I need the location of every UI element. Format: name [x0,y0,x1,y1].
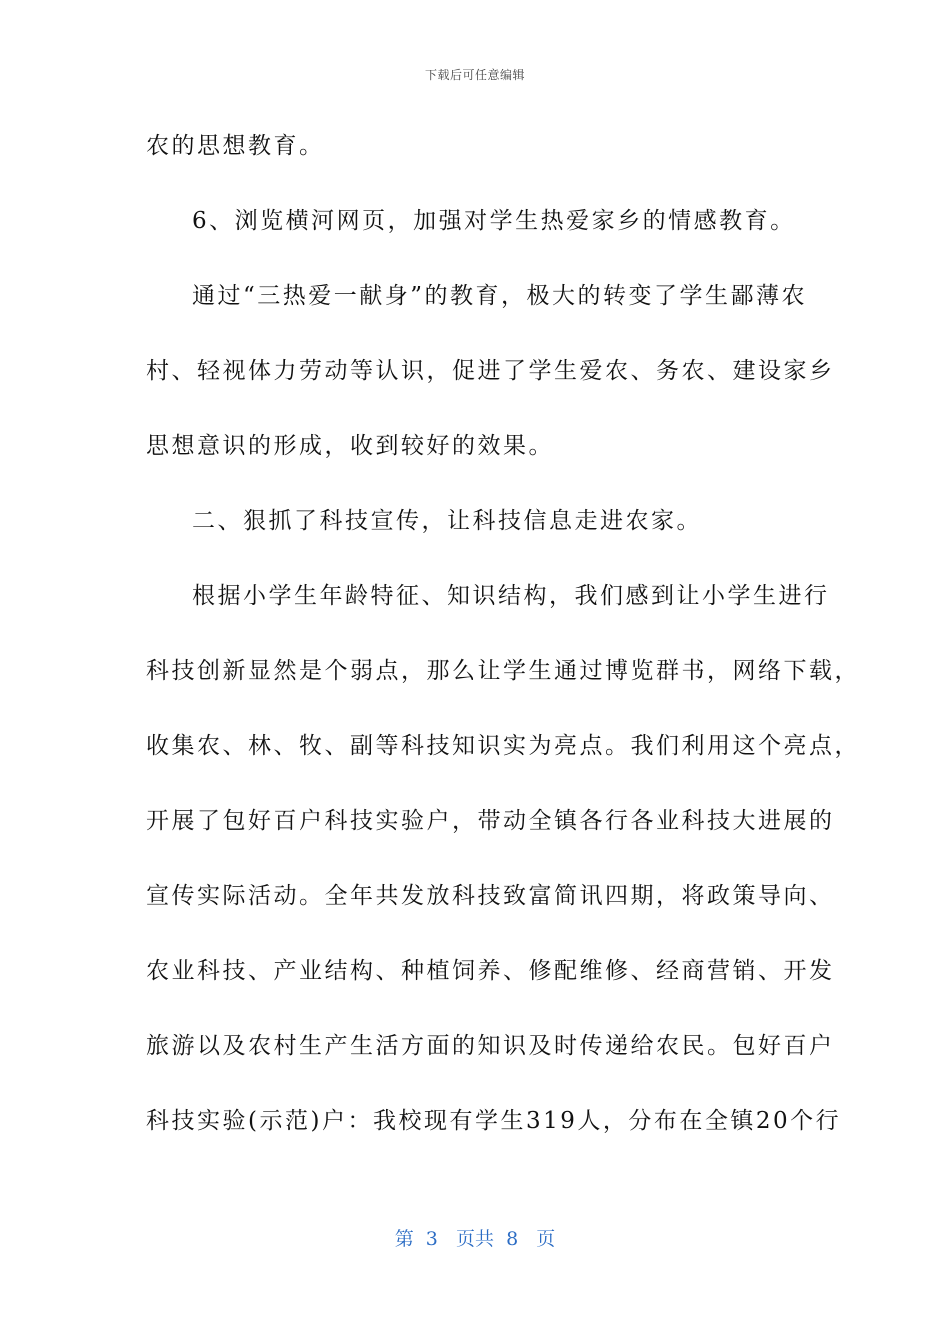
page-number-footer: 第 3 页共 8 页 [394,1228,556,1250]
page-header: 下载后可任意编辑 [424,68,525,82]
text-line: 根据小学生年龄特征、知识结构，我们感到让小学生进行 [192,583,830,609]
text-line: 思想意识的形成，收到较好的效果。 [146,433,554,459]
text-line: 农的思想教育。 [146,133,325,159]
text-line: 村、轻视体力劳动等认识，促进了学生爱农、务农、建设家乡 [146,358,835,384]
document-body [146,122,860,1172]
text-line: 科技实验(示范)户：我校现有学生319人，分布在全镇20个行 [146,1108,842,1134]
text-line: 农业科技、产业结构、种植饲养、修配维修、经商营销、开发 [146,958,835,984]
text-line: 开展了包好百户科技实验户，带动全镇各行各业科技大进展的 [146,808,835,834]
text-line: 宣传实际活动。全年共发放科技致富简讯四期，将政策导向、 [146,883,835,909]
text-line: 二、狠抓了科技宣传，让科技信息走进农家。 [192,508,702,534]
text-line: 科技创新显然是个弱点，那么让学生通过博览群书，网络下载， [146,658,860,684]
text-line: 收集农、林、牧、副等科技知识实为亮点。我们利用这个亮点， [146,733,860,759]
text-line: 旅游以及农村生产生活方面的知识及时传递给农民。包好百户 [146,1033,835,1059]
text-line: 6、浏览横河网页，加强对学生热爱家乡的情感教育。 [192,208,796,234]
text-line: 通过“三热爱一献身”的教育，极大的转变了学生鄙薄农 [192,283,808,309]
